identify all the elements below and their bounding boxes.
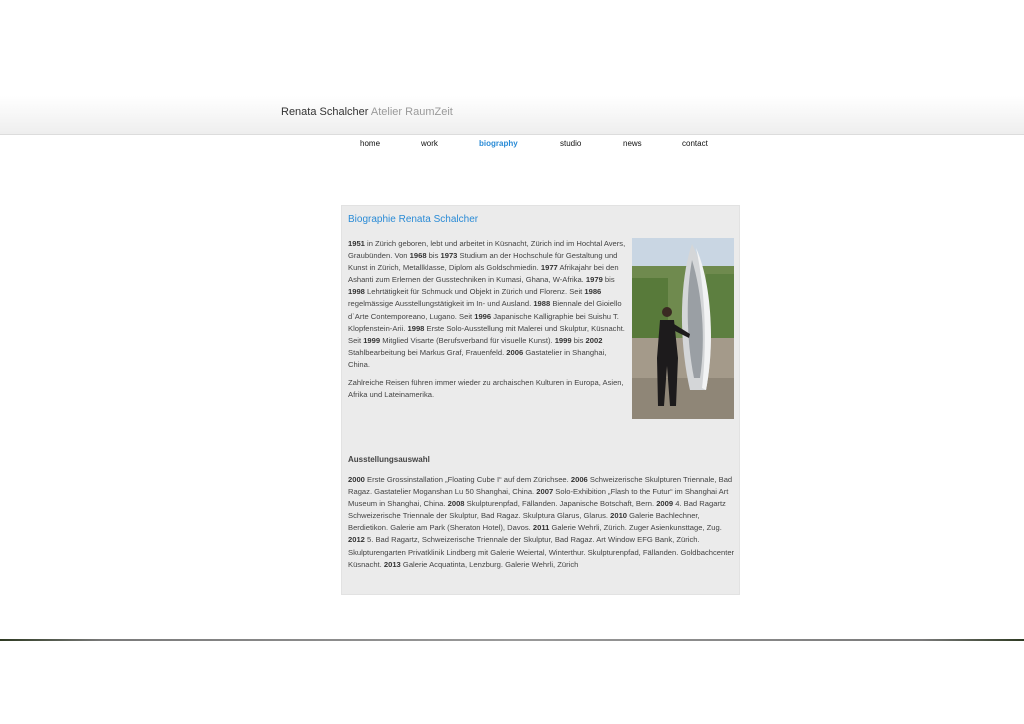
year-label: 2012 — [348, 535, 365, 545]
nav-contact[interactable]: contact — [682, 139, 708, 148]
exhibitions-text — [348, 474, 736, 571]
exhibitions-list — [348, 474, 736, 571]
year-label: 2006 — [570, 475, 588, 484]
year-label: 2002 — [585, 335, 603, 345]
text-segment: Solo-Exhibition „Flash to the Futur“ im Shanghai Art Museum in Shanghai, China. — [348, 487, 729, 509]
year-label: 1998 — [407, 323, 425, 333]
year-label: 1986 — [584, 287, 602, 297]
text-segment: Schweizerische Skulpturen Triennale, Bad Ragaz. Gastatelier Moganshan Lu 50 Shanghai, China. — [348, 475, 733, 497]
text-segment: Biennale del Gioiello d`Arte Contemporeano, Lugano. Seit — [348, 299, 622, 321]
biography-text — [348, 238, 626, 371]
text-segment: Skulpturenpfad, Fällanden. Japanische Botschaft, Bern. — [464, 499, 657, 509]
text-segment: 4. Bad Ragartz Schweizerische Triennale der Skulptur, Bad Ragaz. Skulptura Glarus, Glarus. — [348, 499, 726, 521]
biography-panel — [341, 205, 740, 595]
year-label: 1998 — [348, 287, 365, 297]
nav-work[interactable]: work — [421, 139, 438, 148]
year-label: 1979 — [585, 275, 603, 285]
year-label: 1999 — [554, 335, 572, 345]
site-subtitle: Atelier RaumZeit — [370, 106, 453, 118]
site-owner-name: Renata Schalcher — [281, 106, 369, 118]
year-label: 1996 — [474, 311, 492, 321]
nav-biography[interactable]: biography — [479, 139, 518, 148]
text-segment: Mitglied Visarte (Berufsverband für visuelle Kunst). — [380, 335, 555, 345]
year-label: 2008 — [447, 499, 465, 509]
text-segment: bis — [571, 335, 586, 345]
year-label: 2013 — [383, 559, 401, 569]
year-label: 2010 — [610, 511, 628, 521]
exhibitions-heading: Ausstellungsauswahl — [348, 455, 430, 464]
travel-text: Zahlreiche Reisen führen immer wieder zu archaischen Kulturen in Europa, Asien, Afrika und Lateinamerika. — [348, 378, 624, 400]
text-segment: Lehrtätigkeit für Schmuck und Objekt in Zürich und Florenz. Seit — [364, 287, 585, 297]
year-label: 1977 — [540, 263, 558, 273]
year-label: 1999 — [363, 335, 381, 345]
nav-studio[interactable]: studio — [560, 139, 582, 148]
header-band — [0, 96, 1024, 135]
site-title[interactable] — [281, 105, 453, 119]
year-label: 2006 — [506, 347, 524, 357]
text-segment: regelmässige Ausstellungstätigkeit im In- und Ausland. — [348, 299, 534, 309]
nav-home[interactable]: home — [360, 139, 381, 148]
year-label: 1973 — [440, 251, 458, 261]
text-segment: Galerie Wehrli, Zürich. Zuger Asienkunsttage, Zug. — [549, 523, 722, 533]
text-segment: bis — [602, 275, 615, 285]
year-label: 2000 — [348, 475, 365, 484]
nav-news[interactable]: news — [623, 139, 642, 148]
biography-title: Biographie Renata Schalcher — [348, 214, 479, 225]
year-label: 2011 — [532, 523, 550, 533]
text-segment: Studium an der Hochschule für Gestaltung und Kunst in Zürich, Metallklasse, Diplom als Goldschmiedin. — [348, 251, 618, 273]
text-segment: Galerie Acquatinta, Lenzburg. Galerie Wehrli, Zürich — [400, 559, 579, 569]
year-label: 2007 — [536, 487, 554, 497]
year-label: 1951 — [348, 239, 365, 248]
artist-with-sculpture-image — [632, 238, 734, 419]
year-label: 1988 — [533, 299, 551, 309]
main-navigation — [0, 139, 1024, 151]
text-segment: Stahlbearbeitung bei Markus Graf, Frauenfeld. — [348, 347, 507, 357]
text-segment: Galerie Bachlechner, Berdietikon. Galerie am Park (Sheraton Hotel), Davos. — [348, 511, 700, 533]
text-segment: Afrikajahr bei den Ashanti zum Erlernen der Gusstechniken in Kumasi, Ghana, W-Afrika. — [348, 263, 619, 285]
year-label: 1968 — [409, 251, 427, 261]
text-segment: bis — [426, 251, 441, 261]
year-label: 2009 — [656, 499, 674, 509]
artist-photo — [632, 238, 734, 419]
text-segment: Gastatelier in Shanghai, China. — [348, 347, 607, 369]
text-segment: in Zürich geboren, lebt und arbeitet in Küsnacht, Zürich ind im Hochtal Avers, Graubünden. Von — [348, 239, 626, 261]
text-segment: Erste Solo-Ausstellung mit Malerei und Skulptur, Küsnacht. Seit — [348, 323, 625, 345]
text-segment: Japanische Kalligraphie bei Suishu T. Klopfenstein-Arii. — [348, 311, 619, 333]
biography-intro — [348, 238, 626, 407]
text-segment: Erste Grossinstallation „Floating Cube I“ auf dem Zürichsee. — [364, 475, 571, 484]
footer-divider — [0, 639, 1024, 641]
text-segment: 5. Bad Ragartz, Schweizerische Triennale der Skulptur, Bad Ragaz. Art Window EFG Bank, Zürich. Skulpturengarten Privatklinik Lindberg mit Galerie Weiertal, Winterthur. Skulpturenpfad, Fällanden. Goldbachcenter Küsnacht. — [348, 535, 735, 569]
